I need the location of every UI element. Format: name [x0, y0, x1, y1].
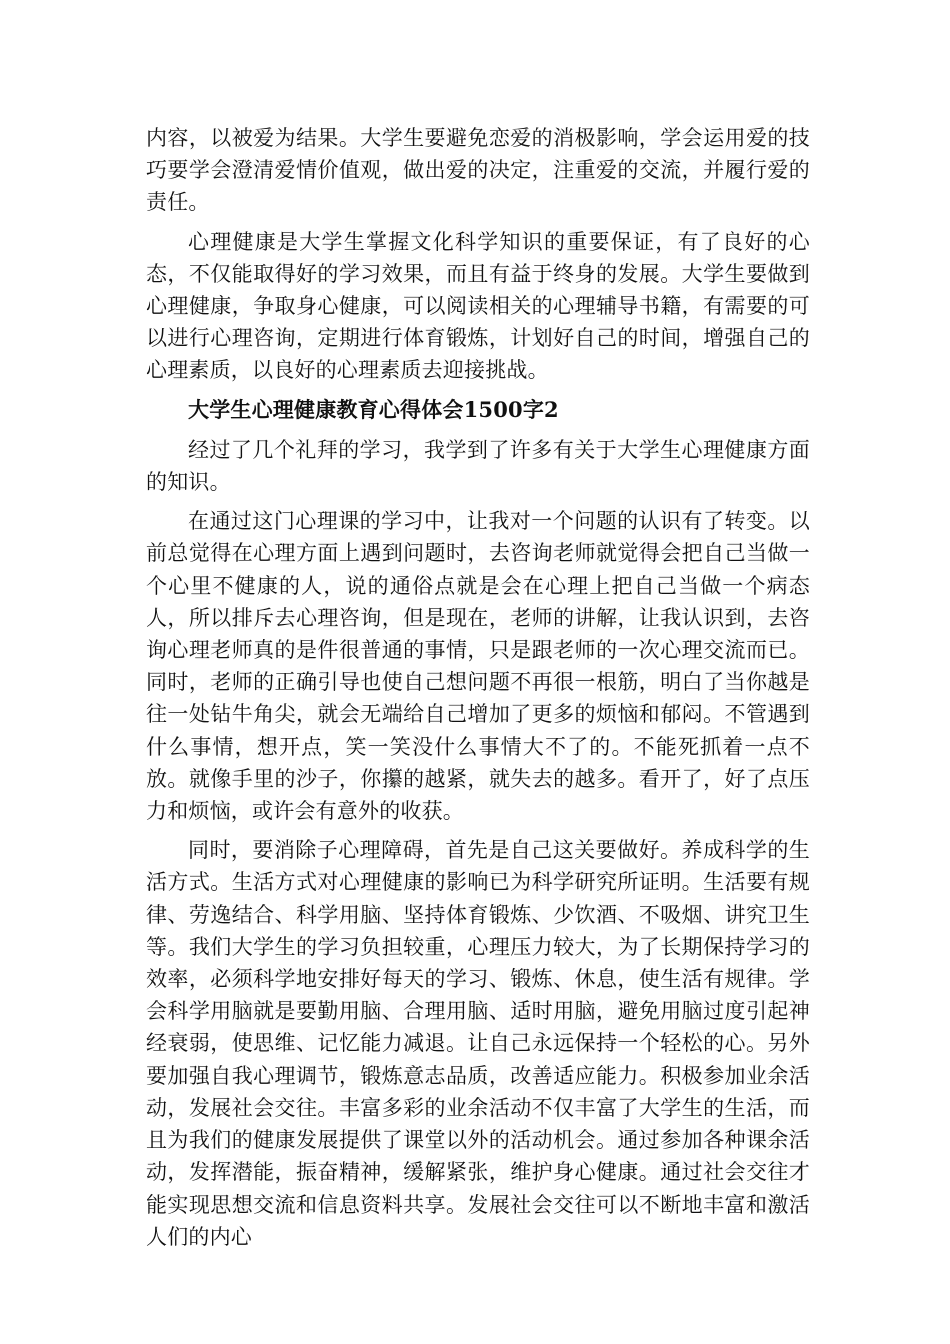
section-heading: 大学生心理健康教育心得体会1500字2: [188, 396, 559, 422]
paragraph-lifestyle: 同时，要消除子心理障碍，首先是自己这关要做好。养成科学的生活方式。生活方式对心理健康的影响已为科学研究所证明。生活要有规律、劳逸结合、科学用脑、坚持体育锻炼、少饮酒、不吸烟、讲究卫生等。我们大学生的学习负担较重，心理压力较大，为了长期保持学习的效率，必须科学地安排好每天的学习、锻炼、休息，使生活有规律。学会科学用脑就是要勤用脑、合理用脑、适时用脑，避免用脑过度引起神经衰弱，使思维、记忆能力减退。让自己永远保持一个轻松的心。另外要加强自我心理调节，锻炼意志品质，改善适应能力。积极参加业余活动，发展社会交往。丰富多彩的业余活动不仅丰富了大学生的生活，而且为我们的健康发展提供了课堂以外的活动机会。通过参加各种课余活动，发挥潜能，振奋精神，缓解紧张，维护身心健康。通过社会交往才能实现思想交流和信息资料共享。发展社会交往可以不断地丰富和激活人们的内心: [146, 838, 810, 1249]
paragraph-counseling: 在通过这门心理课的学习中，让我对一个问题的认识有了转变。以前总觉得在心理方面上遇到问题时，去咨询老师就觉得会把自己当做一个心里不健康的人，说的通俗点就是会在心理上把自己当做一个病态人，所以排斥去心理咨询，但是现在，老师的讲解，让我认识到，去咨询心理老师真的是件很普通的事情，只是跟老师的一次心理交流而已。同时，老师的正确引导也使自己想问题不再很一根筋，明白了当你越是往一处钻牛角尖，就会无端给自己增加了更多的烦恼和郁闷。不管遇到什么事情，想开点，笑一笑没什么事情大不了的。不能死抓着一点不放。就像手里的沙子，你攥的越紧，就失去的越多。看开了，好了点压力和烦恼，或许会有意外的收获。: [146, 509, 810, 824]
paragraph-mental-health: 心理健康是大学生掌握文化科学知识的重要保证，有了良好的心态，不仅能取得好的学习效果，而且有益于终身的发展。大学生要做到心理健康，争取身心健康，可以阅读相关的心理辅导书籍，有需要的可以进行心理咨询，定期进行体育锻炼，计划好自己的时间，增强自己的心理素质，以良好的心理素质去迎接挑战。: [146, 229, 810, 383]
paragraph-intro: 经过了几个礼拜的学习，我学到了许多有关于大学生心理健康方面的知识。: [146, 437, 810, 495]
document-page: [146, 122, 810, 1260]
paragraph-love-continuation: 内容，以被爱为结果。大学生要避免恋爱的消极影响，学会运用爱的技巧要学会澄清爱情价值观，做出爱的决定，注重爱的交流，并履行爱的责任。: [146, 126, 810, 215]
